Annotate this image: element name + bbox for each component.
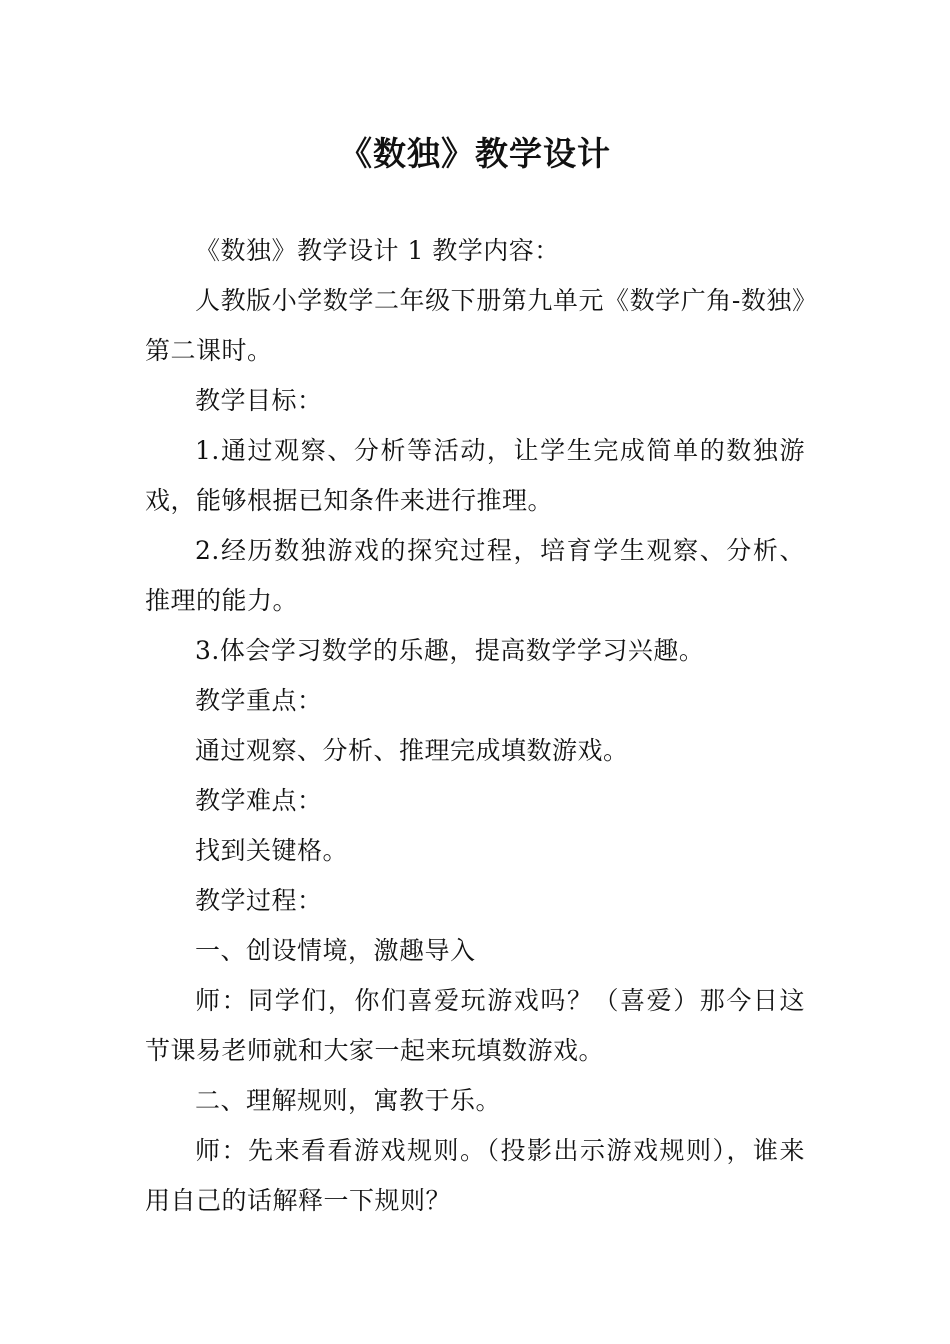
objective-1: 1.通过观察、分析等活动，让学生完成简单的数独游戏，能够根据已知条件来进行推理。 [145, 436, 805, 515]
heading-key-points: 教学重点： [195, 686, 323, 715]
process-step-1: 一、创设情境，激趣导入 [195, 936, 476, 965]
document-title: 《数独》教学设计 [339, 134, 611, 173]
paragraph-intro: 《数独》教学设计 1 教学内容： [195, 236, 560, 265]
difficulties-text: 找到关键格。 [195, 836, 349, 865]
key-points-text: 通过观察、分析、推理完成填数游戏。 [195, 736, 629, 765]
heading-objectives: 教学目标： [195, 386, 323, 415]
heading-process: 教学过程： [195, 886, 323, 915]
paragraph-content: 人教版小学数学二年级下册第九单元《数学广角-数独》第二课时。 [145, 286, 805, 365]
objective-2: 2.经历数独游戏的探究过程，培育学生观察、分析、推理的能力。 [145, 536, 805, 615]
teacher-dialogue-2: 师：先来看看游戏规则。（投影出示游戏规则），谁来用自己的话解释一下规则？ [145, 1136, 805, 1215]
teacher-dialogue-1: 师：同学们，你们喜爱玩游戏吗？（喜爱）那今日这节课易老师就和大家一起来玩填数游戏。 [145, 986, 805, 1065]
document-body [145, 226, 805, 1226]
process-step-2: 二、理解规则，寓教于乐。 [195, 1086, 502, 1115]
objective-3: 3.体会学习数学的乐趣，提高数学学习兴趣。 [195, 636, 705, 665]
heading-difficulties: 教学难点： [195, 786, 323, 815]
